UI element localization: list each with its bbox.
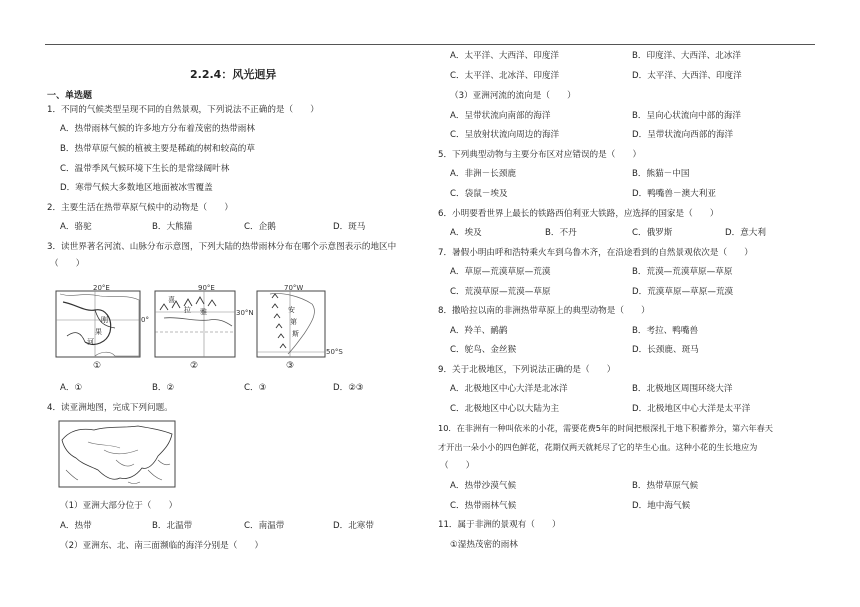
map2-mountain-char-2: 拉 — [184, 306, 191, 314]
q11-stem: 11．属于非洲的景观有（ ） — [438, 520, 561, 530]
q7-option-d: D．荒漠草原—草原—荒漠 — [632, 287, 734, 297]
q5-stem: 5．下列典型动物与主要分布区对应错误的是（ ） — [438, 150, 642, 160]
q8-option-b: B．考拉、鸭嘴兽 — [632, 326, 699, 336]
q1-option-b: B．热带草原气候的植被主要是稀疏的树和较高的草 — [60, 144, 255, 154]
q3-option-a: A．① — [60, 383, 83, 393]
map2-mountain-char-1: 喜 — [168, 296, 175, 304]
q11-item-1 — [450, 539, 518, 551]
map1-lat-label: 0° — [141, 316, 149, 324]
q7-option-b: B．荒漠—荒漠草原—草原 — [632, 267, 733, 277]
q4-sub1-option-b: B．北温带 — [152, 521, 193, 531]
q2-option-b: B．大熊猫 — [152, 222, 193, 232]
q2-option-a: A．骆驼 — [60, 222, 92, 232]
map2-lat-label: 30°N — [236, 309, 254, 317]
q5-option-d: D．鸭嘴兽－澳大利亚 — [632, 189, 716, 199]
q4-sub3-option-d: D．呈带状流向西部的海洋 — [632, 130, 734, 140]
q7-option-a: A．草原—荒漠草原—荒漠 — [450, 267, 551, 277]
q4-sub2-option-b: B．印度洋、大西洋、北冰洋 — [632, 51, 742, 61]
q11-item-1-number: ① — [450, 540, 458, 550]
q10-line-1: 10．在非洲有一种叫依米的小花，需要花费5年的时间把根深扎于地下积蓄养分，第六年春天 — [438, 423, 773, 433]
q8-stem: 8．撒哈拉以南的非洲热带草原上的典型动物是（ ） — [438, 306, 650, 316]
header-rule — [45, 44, 815, 45]
map1-lon-label: 20°E — [93, 284, 110, 292]
q4-sub2-option-a: A．太平洋、大西洋、印度洋 — [450, 51, 560, 61]
q11-item-1-text: 湿热茂密的雨林 — [457, 540, 518, 550]
q8-option-a: A．羚羊、鸸鹋 — [450, 326, 508, 336]
q4-sub3-option-b: B．呈向心状流向中部的海洋 — [632, 111, 742, 121]
q4-sub1-stem: （1）亚洲大部分位于（ ） — [60, 501, 178, 511]
q6-option-a: A．埃及 — [450, 228, 482, 238]
q6-option-c: C．俄罗斯 — [632, 228, 673, 238]
map3-lat-label: 50°S — [326, 348, 343, 356]
q4-sub3-stem: （3）亚洲河流的流向是（ ） — [450, 91, 576, 101]
q9-option-b: B．北极地区周围环绕大洋 — [632, 384, 733, 394]
q10-option-a: A．热带沙漠气候 — [450, 481, 517, 491]
map3-number: ③ — [286, 361, 295, 371]
section-heading: 一、单选题 — [47, 91, 93, 101]
map3-mountain-char-3: 斯 — [292, 330, 299, 338]
q1-option-c: C．温带季风气候环境下生长的是常绿阔叶林 — [60, 164, 230, 174]
map1-river-char-2: 果 — [95, 328, 102, 336]
q4-sub2-option-c: C．太平洋、北冰洋、印度洋 — [450, 71, 560, 81]
q3-option-d: D．②③ — [333, 383, 364, 393]
map2-number: ② — [190, 361, 199, 371]
map1-river-char-3: 河 — [87, 338, 94, 346]
q1-option-d: D．寒带气候大多数地区地面被冰雪覆盖 — [60, 183, 213, 193]
q2-option-c: C．企鹅 — [244, 222, 276, 232]
q8-option-d: D．长颈鹿、斑马 — [632, 345, 699, 355]
q6-option-d: D．意大利 — [725, 228, 766, 238]
q10-option-c: C．热带雨林气候 — [450, 501, 517, 511]
q8-option-c: C．鸵鸟、金丝猴 — [450, 345, 517, 355]
q9-option-a: A．北极地区中心大洋是北冰洋 — [450, 384, 568, 394]
q1-stem: 1．不同的气候类型呈现不同的自然景观，下列说法不正确的是（ ） — [47, 105, 319, 115]
q3-option-b: B．② — [152, 383, 175, 393]
q3-map-1 — [55, 282, 149, 371]
q10-option-b: B．热带草原气候 — [632, 481, 699, 491]
q9-option-d: D．北极地区中心大洋是太平洋 — [632, 404, 751, 414]
map3-mountain-char-2: 第 — [290, 318, 297, 326]
q3-stem-brackets: （ ） — [50, 259, 85, 269]
q6-option-b: B．不丹 — [545, 228, 577, 238]
q5-option-a: A．非洲－长颈鹿 — [450, 169, 517, 179]
q5-option-b: B．熊猫－中国 — [632, 169, 690, 179]
map3-lon-label: 70°W — [284, 284, 304, 292]
q4-stem: 4．读亚洲地图，完成下列问题。 — [47, 403, 173, 413]
q10-line-3: （ ） — [440, 461, 475, 471]
q3-map-2 — [154, 282, 254, 370]
q5-option-c: C．袋鼠－埃及 — [450, 189, 508, 199]
q9-stem: 9．关于北极地区，下列说法正确的是（ ） — [438, 365, 616, 375]
q3-map-3 — [256, 282, 348, 374]
q4-sub3-option-a: A．呈带状流向南部的海洋 — [450, 111, 551, 121]
map2-lon-label: 90°E — [198, 284, 215, 292]
q6-stem: 6．小明要看世界上最长的铁路西伯利亚大铁路，应选择的国家是（ ） — [438, 209, 719, 219]
q10-line-2: 才开出一朵小小的四色鲜花，花期仅两天就耗尽了它的毕生心血。这种小花的生长地应为 — [438, 442, 758, 452]
map3-mountain-char-1: 安 — [288, 306, 295, 314]
q3-stem: 3．读世界著名河流、山脉分布示意图，下列大陆的热带雨林分布在哪个示意图表示的地区中 — [47, 242, 397, 252]
q4-asia-map — [58, 420, 178, 490]
q1-option-a: A．热带雨林气候的许多地方分布着茂密的热带雨林 — [60, 124, 255, 134]
map1-number: ① — [93, 361, 102, 371]
q9-option-c: C．北极地区中心以大陆为主 — [450, 404, 560, 414]
q4-sub2-option-d: D．太平洋、大西洋、印度洋 — [632, 71, 742, 81]
q4-sub1-option-c: C．南温带 — [244, 521, 285, 531]
q2-option-d: D．斑马 — [333, 222, 366, 232]
q4-sub1-option-d: D．北寒带 — [333, 521, 374, 531]
page-title: 2.2.4：风光迥异 — [190, 68, 277, 81]
q7-option-c: C．荒漠草原—荒漠—草原 — [450, 287, 551, 297]
q4-sub3-option-c: C．呈放射状流向周边的海洋 — [450, 130, 560, 140]
map1-river-char-1: 刚 — [101, 316, 108, 324]
q4-sub2-stem: （2）亚洲东、北、南三面濒临的海洋分别是（ ） — [60, 541, 264, 551]
map2-mountain-char-3: 雅 — [200, 308, 207, 316]
q2-stem: 2．主要生活在热带草原气候中的动物是（ ） — [47, 203, 233, 213]
q4-sub1-option-a: A．热带 — [60, 521, 92, 531]
q7-stem: 7．暑假小明由呼和浩特乘火车到乌鲁木齐，在沿途看到的自然景观依次是（ ） — [438, 248, 753, 258]
q10-option-d: D．地中海气候 — [632, 501, 691, 511]
q3-option-c: C．③ — [244, 383, 267, 393]
